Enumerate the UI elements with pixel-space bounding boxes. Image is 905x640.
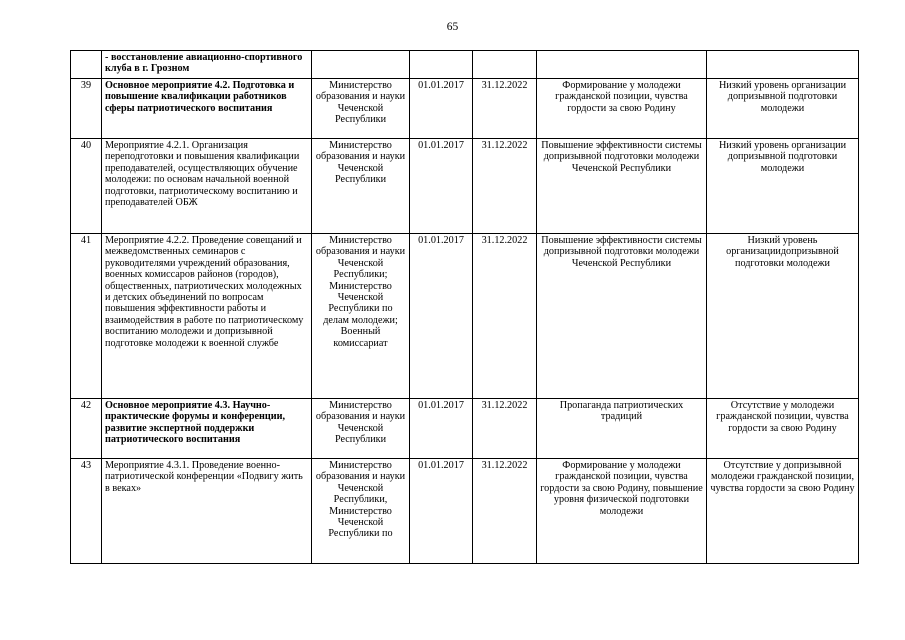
risk-consequence [707, 51, 859, 79]
executor: Министерство образования и науки Чеченской Республики [312, 139, 410, 234]
start-date: 01.01.2017 [410, 399, 473, 459]
activity-name: Мероприятие 4.3.1. Проведение военно-патриотической конференции «Подвигу жить в веках» [102, 459, 312, 564]
row-number: 40 [71, 139, 102, 234]
table-row [71, 139, 859, 234]
start-date: 01.01.2017 [410, 459, 473, 564]
start-date: 01.01.2017 [410, 79, 473, 139]
table-row [71, 51, 859, 79]
executor [312, 51, 410, 79]
row-number [71, 51, 102, 79]
activity-name: Мероприятие 4.2.1. Организация переподготовки и повышения квалификации преподавателей, осуществляющих обучение молодежи: по основам начальной военной подготовки, патриотическому воспитанию и преподавателей ОБЖ [102, 139, 312, 234]
activity-name: - восстановление авиационно-спортивного клуба в г. Грозном [102, 51, 312, 79]
executor: Министерство образования и науки Чеченской Республики, Министерство Чеченской Республики по [312, 459, 410, 564]
risk-consequence: Низкий уровень организации допризывной подготовки молодежи [707, 79, 859, 139]
row-number: 39 [71, 79, 102, 139]
row-number: 41 [71, 234, 102, 399]
executor: Министерство образования и науки Чеченской Республики [312, 399, 410, 459]
end-date: 31.12.2022 [473, 79, 537, 139]
risk-consequence: Отсутствие у молодежи гражданской позиции, чувства гордости за свою Родину [707, 399, 859, 459]
table-row [71, 459, 859, 564]
end-date: 31.12.2022 [473, 459, 537, 564]
start-date: 01.01.2017 [410, 234, 473, 399]
activity-name: Основное мероприятие 4.2. Подготовка и повышение квалификации работников сферы патриотического воспитания [102, 79, 312, 139]
activity-name: Основное мероприятие 4.3. Научно-практические форумы и конференции, развитие экспертной поддержки патриотического воспитания [102, 399, 312, 459]
expected-result: Формирование у молодежи гражданской позиции, чувства гордости за свою Родину [537, 79, 707, 139]
risk-consequence: Низкий уровень организациидопризывной подготовки молодежи [707, 234, 859, 399]
table-row [71, 399, 859, 459]
table-row [71, 234, 859, 399]
row-number: 42 [71, 399, 102, 459]
expected-result [537, 51, 707, 79]
start-date: 01.01.2017 [410, 139, 473, 234]
table-row [71, 79, 859, 139]
program-activities-table [70, 50, 859, 564]
end-date: 31.12.2022 [473, 234, 537, 399]
risk-consequence: Низкий уровень организации допризывной подготовки молодежи [707, 139, 859, 234]
page-number: 65 [446, 21, 459, 33]
start-date [410, 51, 473, 79]
expected-result: Повышение эффективности системы допризывной подготовки молодежи Чеченской Республики [537, 139, 707, 234]
risk-consequence: Отсутствие у допризывной молодежи гражданской позиции, чувства гордости за свою Родину [707, 459, 859, 564]
expected-result: Пропаганда патриотических традиций [537, 399, 707, 459]
expected-result: Повышение эффективности системы допризывной подготовки молодежи Чеченской Республики [537, 234, 707, 399]
activity-name: Мероприятие 4.2.2. Проведение совещаний и межведомственных семинаров с руководителями учреждений образования, военных комиссаров районов (городов), общественных, патриотических молодежных и детских объединений по вопросам повышения эффективности работы и взаимодействия в работе по патриотическому воспитанию молодежи и допризывной подготовке молодежи к военной службе [102, 234, 312, 399]
end-date: 31.12.2022 [473, 139, 537, 234]
row-number: 43 [71, 459, 102, 564]
expected-result: Формирование у молодежи гражданской позиции, чувства гордости за свою Родину, повышение уровня физической подготовки молодежи [537, 459, 707, 564]
end-date: 31.12.2022 [473, 399, 537, 459]
executor: Министерство образования и науки Чеченской Республики; Министерство Чеченской Республики по делам молодежи; Военный комиссариат [312, 234, 410, 399]
end-date [473, 51, 537, 79]
executor: Министерство образования и науки Чеченской Республики [312, 79, 410, 139]
